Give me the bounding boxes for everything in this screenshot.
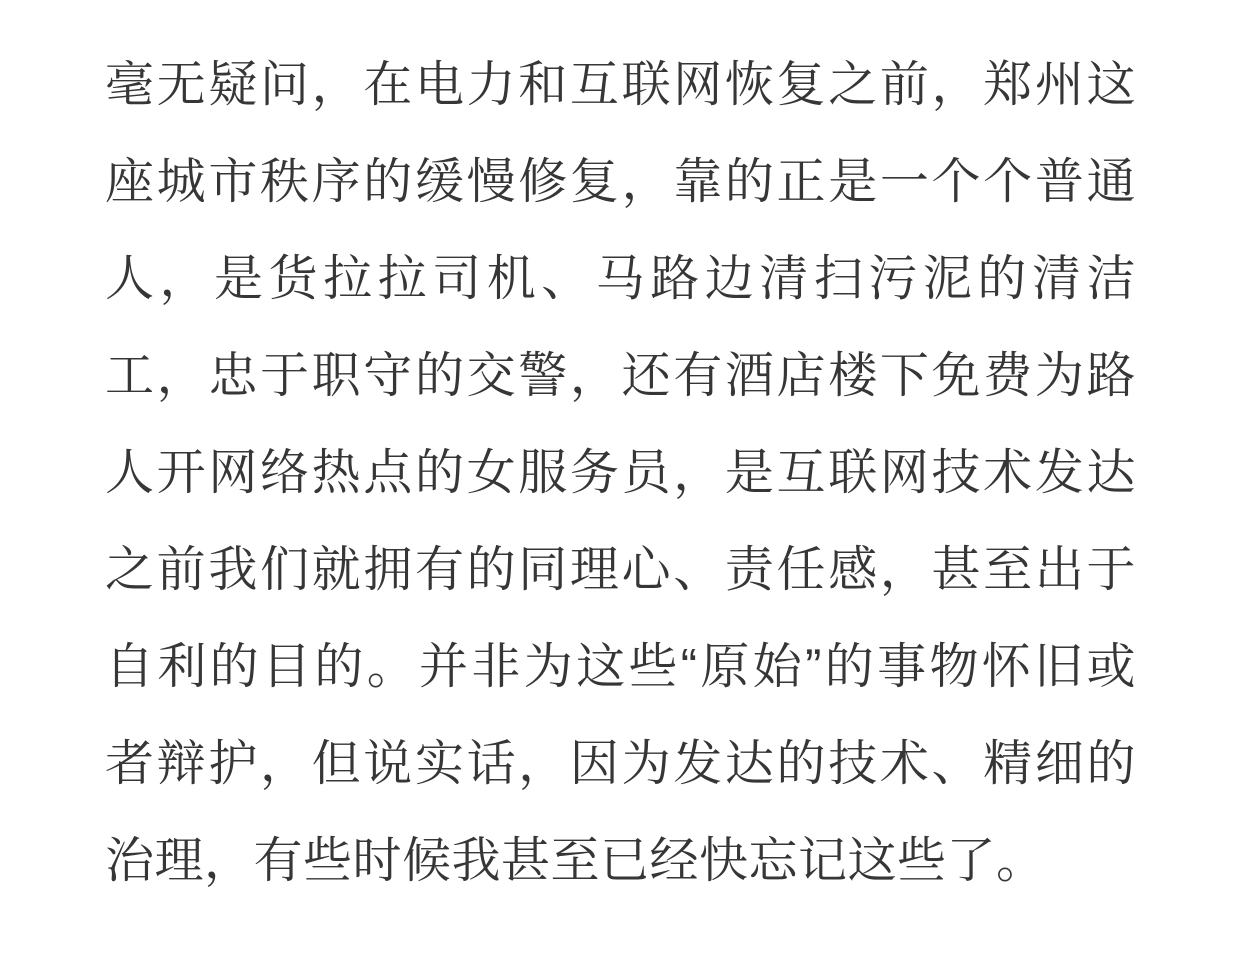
article-paragraph [105, 37, 1136, 910]
paragraph-line: 之前我们就拥有的同理心、责任感，甚至出于 [105, 543, 1136, 597]
paragraph-line: 人，是货拉拉司机、马路边清扫污泥的清洁 [105, 252, 1136, 306]
paragraph-line: 工，忠于职守的交警，还有酒店楼下免费为路 [105, 349, 1136, 403]
paragraph-line: 治理，有些时候我甚至已经快忘记这些了。 [105, 834, 1046, 888]
paragraph-line: 座城市秩序的缓慢修复，靠的正是一个个普通 [105, 155, 1136, 209]
paragraph-line: 毫无疑问，在电力和互联网恢复之前，郑州这 [105, 58, 1136, 112]
paragraph-line: 者辩护，但说实话，因为发达的技术、精细的 [105, 737, 1136, 791]
paragraph-line: 自利的目的。并非为这些“原始”的事物怀旧或 [105, 640, 1136, 694]
paragraph-line: 人开网络热点的女服务员，是互联网技术发达 [105, 446, 1136, 500]
